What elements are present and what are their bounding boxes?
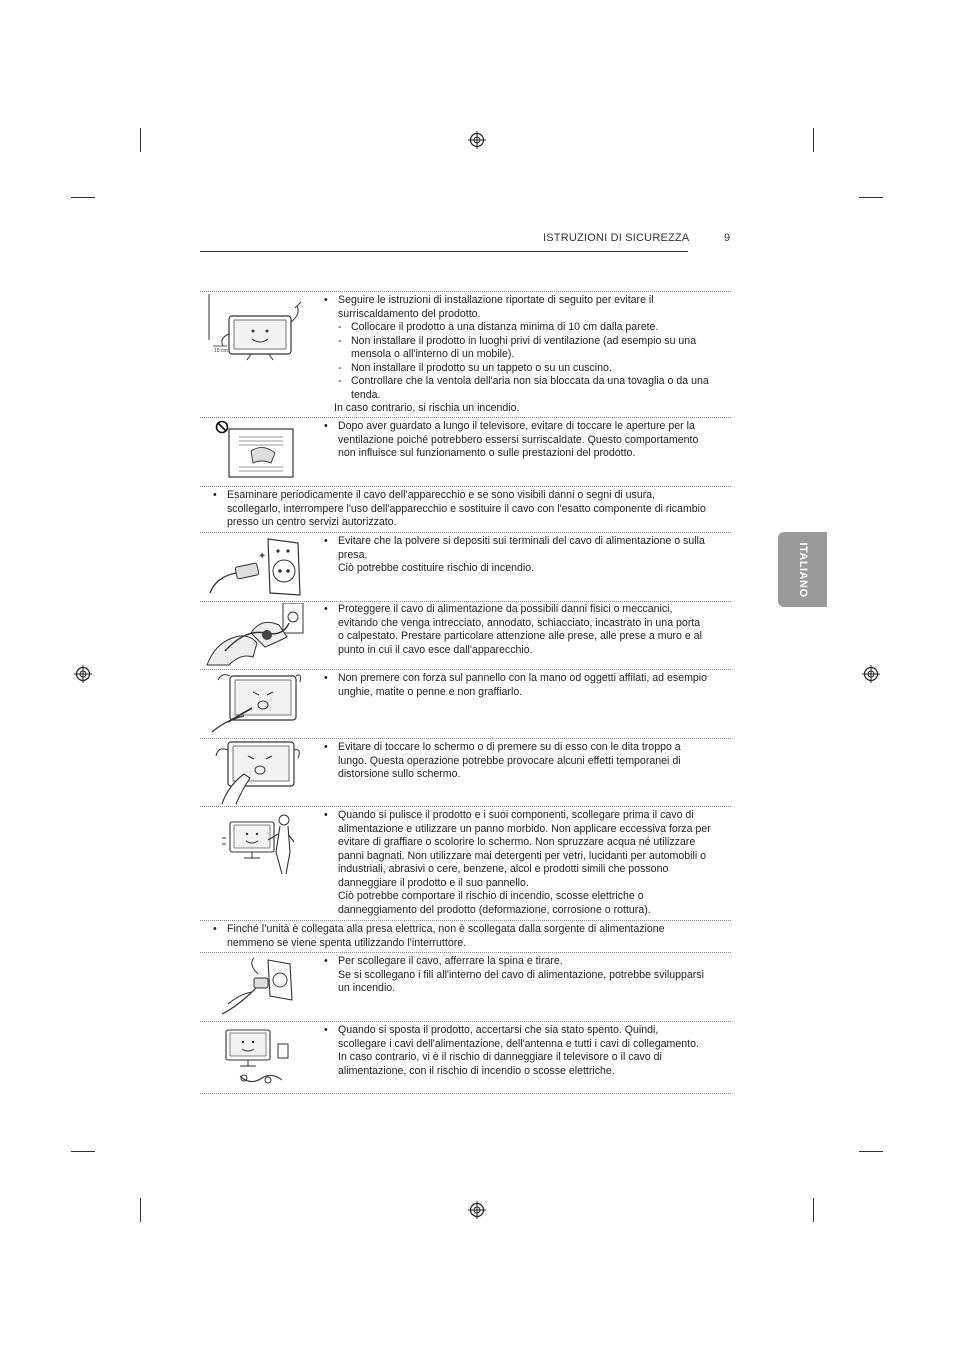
bullet-text: • Esaminare periodicamente il cavo dell’apparecchio e se sono visibili danni o segni di usura, scollegarlo, interrompere l'uso dell'apparecchio e sostituire il cavo con l'esatto componente di ricambio presso un centro servizi autorizzato.: [213, 489, 708, 530]
bullet-continuation: Se si scollegano i fili all'interno del cavo di alimentazione, potrebbe svilupparsi un incendio.: [338, 968, 704, 994]
safety-instruction-cleaning: [324, 809, 714, 917]
safety-instruction-screen-touch: [324, 741, 709, 782]
row-separator: [200, 920, 731, 921]
sub-item: - Collocare il prodotto a una distanza minima di 10 cm dalla parete.: [324, 321, 719, 335]
bullet-continuation: In caso contrario, vi è il rischio di danneggiare il televisore o il cavo di alimentazione, con il rischio di incendio o scosse elettriche.: [338, 1051, 662, 1077]
hot-vents-illustration: [211, 419, 301, 483]
crop-mark: [140, 128, 141, 152]
crop-mark: [71, 197, 95, 198]
registration-mark-icon: [862, 665, 880, 683]
bullet-text: • Quando si sposta il prodotto, accertarsi che sia stato spento. Quindi, scollegare i cavi dell'alimentazione, dell'antenna e tutti i cavi di collegamento.: [324, 1024, 709, 1051]
row-separator: [200, 291, 731, 292]
bullet-text: • Dopo aver guardato a lungo il televisore, evitare di toccare le aperture per la ventilazione poiché potrebbero essersi surriscaldate. Questo comportamento non influisce sul funzionamento o sulle prestazioni del prodotto.: [324, 420, 704, 461]
safety-instruction-hot-vents: [324, 420, 704, 461]
row-separator: [200, 738, 731, 739]
sub-item: - Controllare che la ventola dell'aria non sia bloccata da una tovaglia o da una tenda.: [324, 375, 719, 402]
row-separator: [200, 486, 731, 487]
bullet-continuation: Ciò potrebbe comportare il rischio di incendio, scosse elettriche o danneggiamento del prodotto (deformazione, corrosione o rottura).: [338, 890, 651, 916]
crop-mark: [71, 1151, 95, 1152]
safety-instruction-power-source: [213, 923, 708, 950]
row-separator: [200, 532, 731, 533]
registration-mark-icon: [468, 131, 486, 149]
safety-instruction-no-pressure: [324, 672, 709, 699]
moving-product-illustration: [220, 1024, 300, 1088]
crop-mark: [859, 197, 883, 198]
language-tab-label: ITALIANO: [796, 541, 809, 598]
bullet-text: • Seguire le istruzioni di installazione riportate di seguito per evitare il surriscaldamento del prodotto.: [324, 294, 719, 321]
tv-ventilation-illustration: [201, 294, 313, 366]
header-rule: [200, 251, 688, 252]
unplug-by-plug-illustration: [218, 954, 302, 1018]
bullet-text: • Evitare che la polvere si depositi sui terminali del cavo di alimentazione o sulla presa.: [324, 535, 709, 562]
row-separator: [200, 417, 731, 418]
row-separator: [200, 669, 731, 670]
safety-instruction-unplug: [324, 955, 709, 996]
bullet-text: • Per scollegare il cavo, afferrare la spina e tirare.: [324, 955, 709, 969]
bullet-text: • Evitare di toccare lo schermo o di premere su di esso con le dita troppo a lungo. Questa operazione potrebbe provocare alcuni effetti temporanei di distorsione sullo schermo.: [324, 741, 709, 782]
bullet-text: • Quando si pulisce il prodotto e i suoi componenti, scollegare prima il cavo di alimentazione e utilizzare un panno morbido. Non applicare eccessiva forza per evitare di graffiare o scolorire lo schermo. Non spruzzare acqua né utilizzare panni bagnati. Non utilizzare mai detergenti per vetri, lucidanti per automobili o industriali, abrasivi o cere, benzene, alcol e prodotti simili che possono danneggiare il prodotto e il suo pannello.: [324, 809, 714, 890]
warning-note: In caso contrario, si rischia un incendio.: [334, 402, 520, 414]
row-separator: [200, 806, 731, 807]
row-separator: [200, 601, 731, 602]
page-header-title: ISTRUZIONI DI SICUREZZA: [543, 232, 690, 244]
sub-item: - Non installare il prodotto in luoghi privi di ventilazione (ad esempio su una mensola o all'interno di un mobile).: [324, 335, 719, 362]
no-sharp-objects-illustration: [208, 672, 302, 736]
bullet-text: • Finché l’unità è collegata alla presa elettrica, non è scollegata dalla sorgente di alimentazione nemmeno se viene spenta utilizzando l’interruttore.: [213, 923, 708, 950]
row-separator: [200, 952, 731, 953]
safety-instruction-cable-protection: [324, 603, 709, 657]
row-separator: [200, 1093, 731, 1094]
row-separator: [200, 1021, 731, 1022]
safety-instruction-dust: [324, 535, 709, 576]
svg-text:✦: ✦: [258, 551, 267, 562]
language-tab: [778, 532, 827, 607]
safety-instruction-moving: [324, 1024, 709, 1078]
safety-instruction-cable-inspection: [213, 489, 708, 530]
sub-item: - Non installare il prodotto su un tappeto o su un cuscino.: [324, 362, 719, 376]
finger-on-screen-illustration: [208, 740, 302, 806]
bullet-continuation: Ciò potrebbe costituire rischio di incendio.: [338, 562, 535, 574]
crop-mark: [813, 1198, 814, 1222]
registration-mark-icon: [468, 1201, 486, 1219]
crop-mark: [859, 1151, 883, 1152]
dusty-plug-illustration: [206, 535, 306, 599]
cleaning-illustration: [220, 812, 300, 876]
safety-instruction-ventilation: [324, 294, 719, 416]
crop-mark: [140, 1198, 141, 1222]
page-number: 9: [724, 232, 731, 244]
crop-mark: [813, 128, 814, 152]
bullet-text: • Non premere con forza sul pannello con la mano od oggetti affilati, ad esempio unghie, matite o penne e non graffiarlo.: [324, 672, 709, 699]
bullet-text: • Proteggere il cavo di alimentazione da possibili danni fisici o meccanici, evitando che venga intrecciato, annodato, schiacciato, incastrato in una porta o calpestato. Prestare particolare attenzione alle prese, alle prese a muro e al punto in cui il cavo esce dall'apparecchio.: [324, 603, 709, 657]
registration-mark-icon: [74, 665, 92, 683]
illustration-distance-label: 10 cm: [214, 348, 228, 354]
cable-protection-illustration: [205, 603, 307, 667]
